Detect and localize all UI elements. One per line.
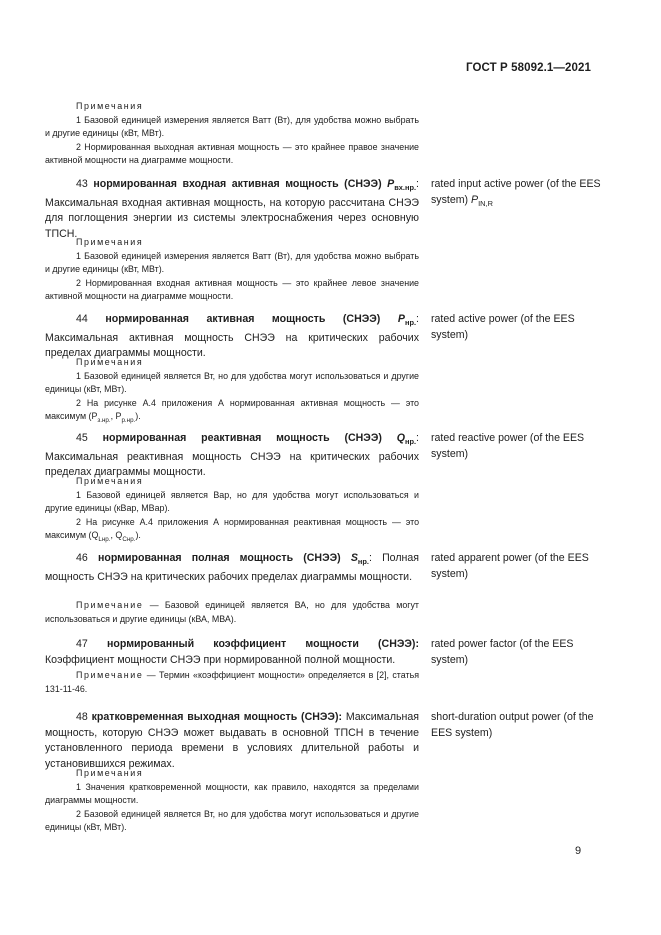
note-block: [45, 669, 419, 696]
notes-heading: Примечания: [76, 357, 144, 367]
term-name: нормированный коэффициент мощности (СНЭЭ):: [107, 638, 419, 650]
term-english-48: short-duration output power (of the EES system): [431, 711, 594, 739]
note-item: 2 На рисунке А.4 приложения А нормированная активная мощность — это максимум ($P_{з.нр.}$, $P_{р.нр.}$).: [45, 397, 419, 424]
note-item: 1 Базовой единицей является Вт, но для удобства могут использоваться и другие единицы (кВт, МВт).: [45, 370, 419, 394]
term-definition: : Максимальная входная активная мощность, на которую рассчитана СНЭЭ для поглощения энергии из системы электроснабжения через основную ТПСН.: [45, 178, 419, 240]
term-number: 43: [76, 178, 88, 190]
term-number: 44: [76, 313, 88, 325]
term-symbol: S: [350, 552, 358, 564]
note-text: — Термин «коэффициент мощности» определяется в [2], статья 131-11-46.: [45, 670, 420, 694]
term-symbol-subscript: нр.: [404, 437, 417, 447]
note-block: [45, 599, 419, 626]
term-symbol-subscript: нр.: [357, 557, 369, 567]
note-item: 1 Базовой единицей измерения является Ватт (Вт), для удобства можно выбрать и другие единицы (кВт, МВт).: [45, 250, 419, 274]
term-definition: : Максимальная реактивная мощность СНЭЭ на критических рабочих пределах диаграммы мощности.: [45, 432, 419, 479]
english-symbol-subscript: IN,R: [478, 198, 493, 208]
term-definition: Коэффициент мощности СНЭЭ при нормированной полной мощности.: [45, 653, 396, 666]
term-english-46: rated apparent power (of the EES system): [431, 552, 589, 580]
term-entry-44: [45, 312, 419, 362]
note-item: 2 Базовой единицей является Вт, но для удобства могут использоваться и другие единицы (кВт, МВт).: [45, 808, 419, 832]
term-entry-46: [45, 551, 419, 585]
note-text: — Базовой единицей является ВА, но для удобства могут использоваться и другие единицы (кВА, МВА).: [45, 600, 419, 624]
notes-heading: Примечания: [76, 476, 144, 486]
notes-block: [45, 767, 419, 835]
term-name: нормированная входная активная мощность (СНЭЭ): [93, 178, 382, 190]
note-item: 2 Нормированная выходная активная мощность — это крайнее правое значение активной мощности на диаграмме мощности.: [45, 141, 419, 165]
term-name: нормированная полная мощность (СНЭЭ): [97, 552, 341, 564]
note-item: 2 Нормированная входная активная мощность — это крайнее левое значение активной мощности на диаграмме мощности.: [45, 277, 419, 301]
term-english-44: rated active power (of the EES system): [431, 313, 575, 341]
term-definition: : Максимальная активная мощность СНЭЭ на критических рабочих пределах диаграммы мощности.: [45, 313, 419, 360]
term-name: нормированная реактивная мощность (СНЭЭ): [102, 432, 382, 444]
term-entry-47: [45, 637, 419, 668]
term-entry-48: [45, 710, 419, 772]
term-symbol: Q: [396, 432, 405, 444]
term-english-47: rated power factor (of the EES system): [431, 638, 574, 666]
term-entry-45: [45, 431, 419, 481]
term-name: кратковременная выходная мощность (СНЭЭ):: [91, 711, 343, 723]
note-label: Примечание: [76, 600, 144, 610]
term-english-43: [431, 177, 601, 211]
term-symbol-subscript: нр.: [404, 318, 417, 328]
term-number: 47: [76, 638, 88, 650]
term-english-45: rated reactive power (of the EES system): [431, 432, 585, 460]
note-item: 1 Значения кратковременной мощности, как правило, находятся за пределами диаграммы мощности.: [45, 781, 419, 805]
term-symbol-subscript: вх.нр.: [394, 183, 417, 193]
note-item: 2 На рисунке А.4 приложения А нормированная реактивная мощность — это максимум ($Q_{Lнр.}$, $Q_{Снр.}$).: [45, 516, 419, 543]
term-symbol: P: [387, 178, 395, 190]
note-item: 1 Базовой единицей является Вар, но для удобства могут использоваться и другие единицы (кВар, МВар).: [45, 489, 419, 513]
notes-heading: Примечания: [76, 237, 144, 247]
term-name: нормированная активная мощность (СНЭЭ): [105, 313, 381, 325]
notes-block: [45, 236, 419, 304]
term-number: 46: [76, 552, 88, 564]
english-symbol: P: [471, 193, 479, 206]
note-label: Примечание: [76, 670, 144, 680]
term-entry-43: [45, 177, 419, 242]
notes-heading: Примечания: [76, 101, 144, 111]
english-term: rated input active power (of the EES system): [431, 178, 601, 206]
note-item: 1 Базовой единицей измерения является Ватт (Вт), для удобства можно выбрать и другие единицы (кВт, МВт).: [45, 114, 419, 138]
notes-block: [45, 356, 419, 427]
notes-block: [45, 100, 419, 168]
term-definition: Максимальная мощность, которую СНЭЭ может выдавать в основной ТПСН в течение установленного периода времени в условиях длительной работы и установившихся режимах.: [45, 711, 419, 770]
term-number: 45: [76, 432, 88, 444]
term-definition: : Полная мощность СНЭЭ на критических рабочих пределах диаграммы мощности.: [45, 552, 420, 583]
document-header: ГОСТ Р 58092.1—2021: [466, 62, 591, 74]
notes-heading: Примечания: [76, 768, 144, 778]
term-symbol: P: [397, 313, 405, 325]
term-number: 48: [76, 711, 88, 723]
notes-block: [45, 475, 419, 546]
page-number: 9: [575, 845, 582, 857]
